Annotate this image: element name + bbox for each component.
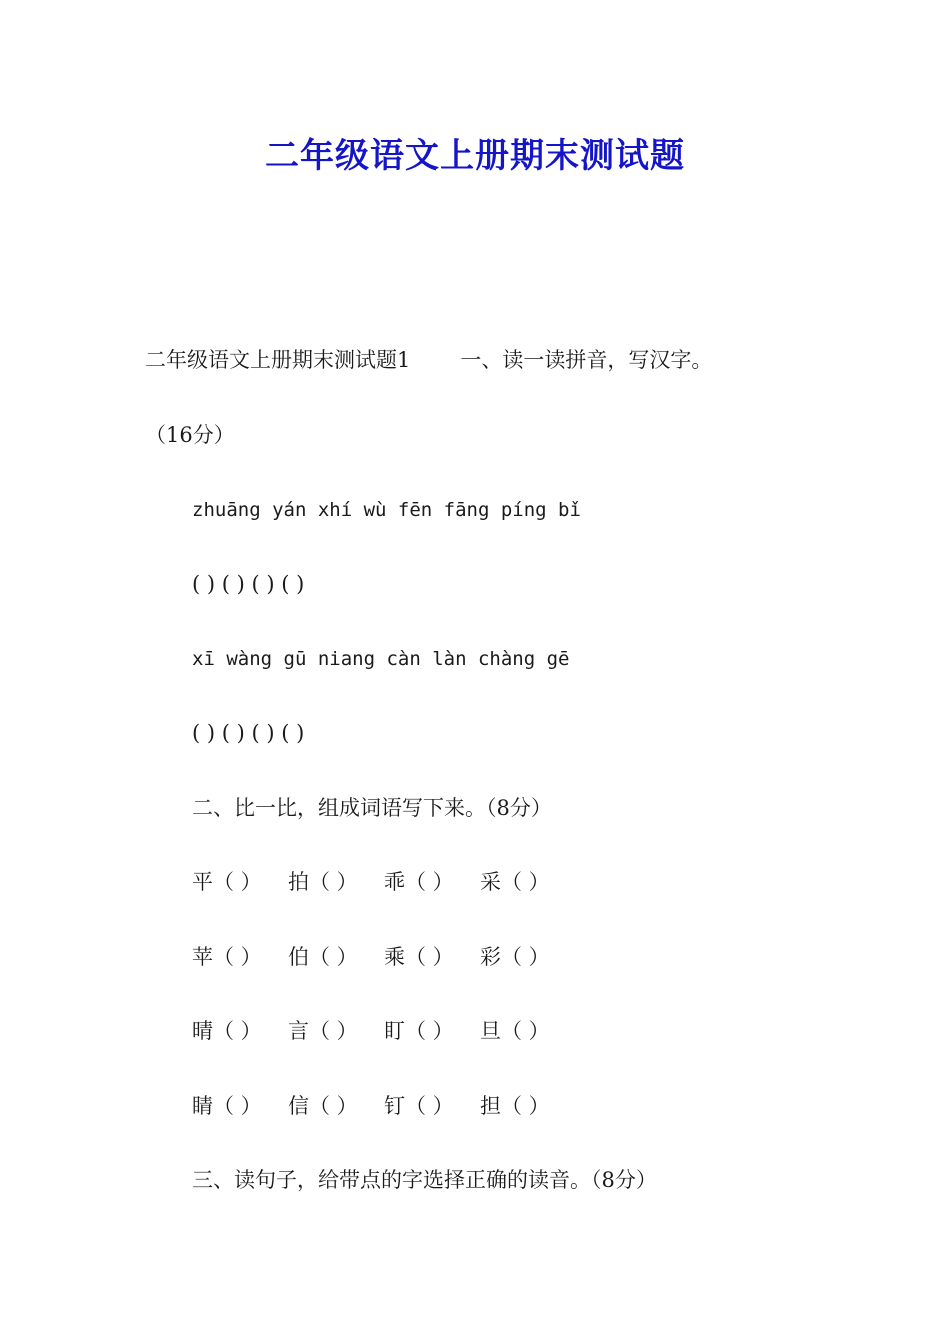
compare-row-1 (192, 868, 576, 896)
compare-item: 乖（ ） (384, 870, 454, 894)
section-3-heading: 三、读句子，给带点的字选择正确的读音。（8分） (192, 1168, 657, 1192)
section-2-heading: 二、比一比，组成词语写下来。（8分） (192, 796, 552, 820)
compare-row-2 (192, 943, 576, 971)
compare-item: 平（ ） (192, 870, 262, 894)
test-heading: 二年级语文上册期末测试题1 (145, 348, 411, 372)
compare-item: 乘（ ） (384, 945, 454, 969)
compare-row-4 (192, 1092, 576, 1120)
pinyin-row-1: zhuāng yán xhí wù fēn fāng píng bǐ (192, 499, 581, 521)
blanks-row-1: ( ) ( ) ( ) ( ) (192, 572, 305, 596)
compare-item: 晴（ ） (192, 1019, 262, 1043)
compare-row-3 (192, 1017, 576, 1045)
section-1-heading: 一、读一读拼音，写汉字。 (460, 348, 713, 372)
compare-item: 旦（ ） (480, 1019, 550, 1043)
compare-item: 盯（ ） (384, 1019, 454, 1043)
compare-item: 担（ ） (480, 1094, 550, 1118)
blanks-row-2: ( ) ( ) ( ) ( ) (192, 721, 305, 745)
section-1-score: （16分） (145, 423, 235, 447)
document-title: 二年级语文上册期末测试题 (265, 136, 685, 176)
compare-item: 拍（ ） (288, 870, 358, 894)
intro-line (145, 346, 712, 374)
compare-item: 钉（ ） (384, 1094, 454, 1118)
compare-item: 睛（ ） (192, 1094, 262, 1118)
compare-item: 伯（ ） (288, 945, 358, 969)
compare-item: 苹（ ） (192, 945, 262, 969)
compare-item: 采（ ） (480, 870, 550, 894)
compare-item: 言（ ） (288, 1019, 358, 1043)
compare-item: 信（ ） (288, 1094, 358, 1118)
pinyin-row-2: xī wàng gū niang càn làn chàng gē (192, 648, 570, 670)
compare-item: 彩（ ） (480, 945, 550, 969)
